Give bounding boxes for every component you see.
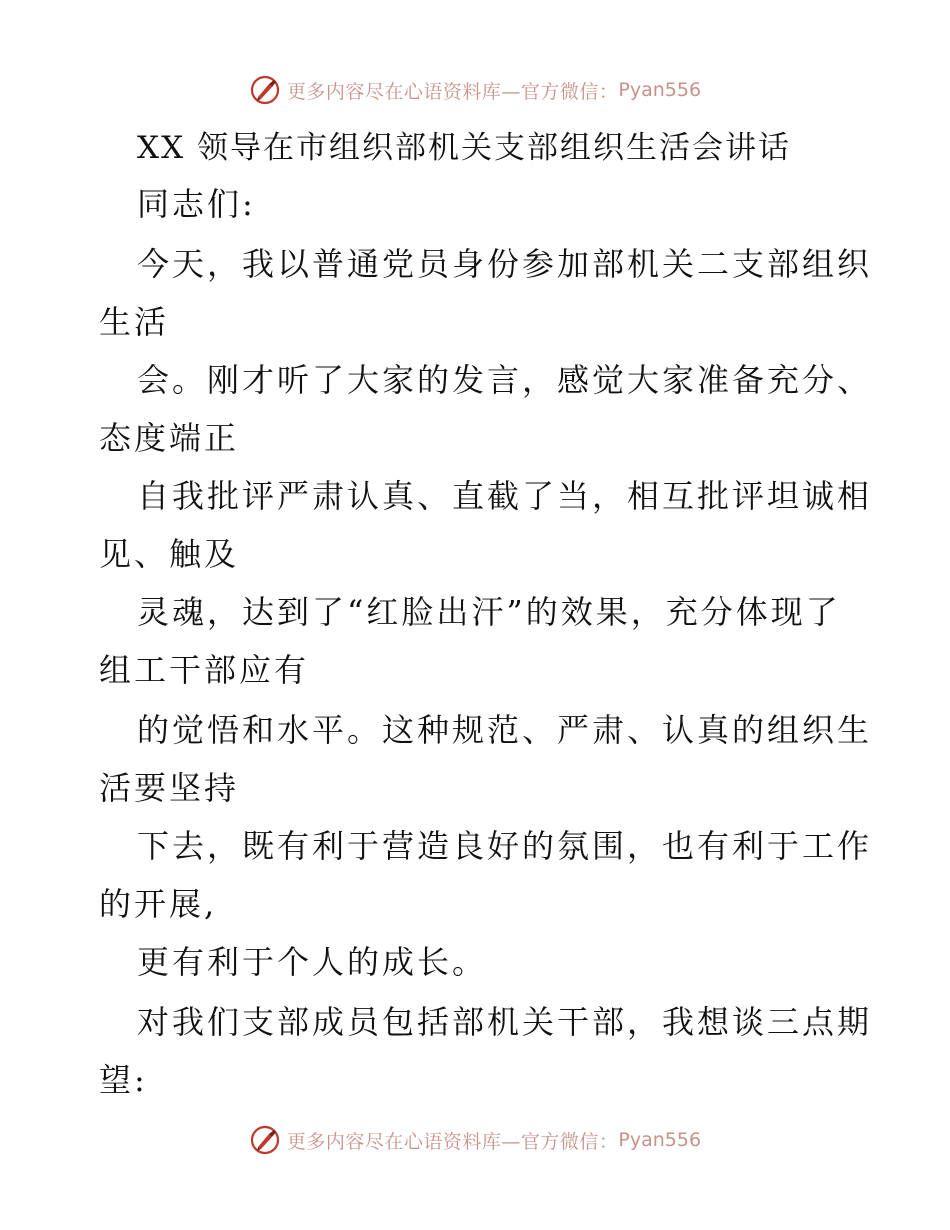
text-line: 的觉悟和水平。这种规范、严肃、认真的组织生 xyxy=(137,711,873,749)
banner-text: 更多内容尽在心语资料库—官方微信： xyxy=(286,1130,619,1153)
header-banner xyxy=(0,70,950,110)
text-line: 灵魂，达到了“红脸出汗”的效果，充分体现了 xyxy=(137,593,841,631)
pen-logo-icon xyxy=(249,1124,281,1156)
text-line: 望: xyxy=(99,1061,148,1099)
text-line: 生活 xyxy=(99,303,170,341)
wechat-id: Pyan556 xyxy=(618,1129,702,1151)
text-line: 活要坚持 xyxy=(99,769,240,807)
text-line: 组工干部应有 xyxy=(99,651,310,689)
text-line: 今天，我以普通党员身份参加部机关二支部组织 xyxy=(137,245,873,283)
text-line: 对我们支部成员包括部机关干部，我想谈三点期 xyxy=(137,1003,873,1041)
text-line: 自我批评严肃认真、直截了当，相互批评坦诚相 xyxy=(137,477,873,515)
text-line: 的开展, xyxy=(99,885,218,923)
text-line: 更有利于个人的成长。 xyxy=(137,943,488,981)
wechat-id: Pyan556 xyxy=(618,79,702,101)
footer-banner xyxy=(0,1120,950,1160)
text-line: 下去，既有利于营造良好的氛围，也有利于工作 xyxy=(137,827,873,865)
text-line: 同志们: xyxy=(137,185,256,223)
text-line: 见、触及 xyxy=(99,535,240,573)
banner-text: 更多内容尽在心语资料库—官方微信： xyxy=(286,80,619,103)
document-title: XX 领导在市组织部机关支部组织生活会讲话 xyxy=(137,130,791,166)
text-line: 态度端正 xyxy=(99,419,240,457)
pen-logo-icon xyxy=(249,74,281,106)
text-line: 会。刚才听了大家的发言，感觉大家准备充分、 xyxy=(137,361,873,399)
